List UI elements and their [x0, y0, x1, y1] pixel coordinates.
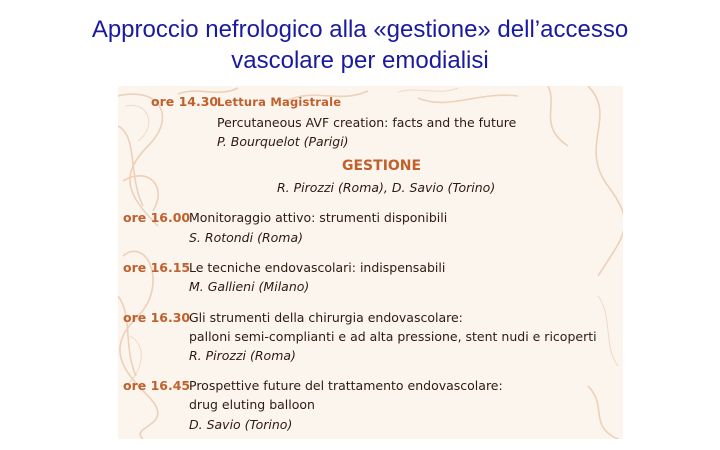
- talk-speaker: S. Rotondi (Roma): [189, 230, 303, 245]
- talk-time: ore 16.15: [123, 260, 191, 275]
- section-chairs: R. Pirozzi (Roma), D. Savio (Torino): [277, 180, 496, 195]
- talk-topic-continued: palloni semi-complianti e ad alta pressione, stent nudi e ricoperti: [189, 329, 597, 344]
- lecture-label: Lettura Magistrale: [217, 95, 342, 109]
- slide-title: [0, 14, 720, 76]
- talk-time: ore 16.00: [123, 210, 191, 225]
- talk-speaker: D. Savio (Torino): [189, 417, 293, 432]
- talk-time: ore 16.45: [123, 378, 191, 393]
- slide-title-line-2: vascolare per emodialisi: [231, 47, 489, 74]
- talk-speaker: M. Gallieni (Milano): [189, 279, 310, 294]
- lecture-speaker: P. Bourquelot (Parigi): [217, 134, 349, 149]
- section-title: GESTIONE: [342, 158, 422, 174]
- slide-title-line-1: Approccio nefrologico alla «gestione» dell’accesso: [91, 16, 629, 43]
- talk-speaker: R. Pirozzi (Roma): [189, 348, 296, 363]
- talk-topic: Monitoraggio attivo: strumenti disponibili: [189, 210, 448, 225]
- talk-time: ore 16.30: [123, 310, 191, 325]
- lecture-topic: Percutaneous AVF creation: facts and the future: [217, 115, 517, 130]
- program-image: [118, 86, 623, 439]
- talk-topic: Le tecniche endovascolari: indispensabili: [189, 260, 446, 275]
- talk-topic: Prospettive future del trattamento endovascolare:: [189, 378, 503, 393]
- talk-topic-continued: drug eluting balloon: [189, 397, 315, 412]
- lecture-time: ore 14.30: [151, 94, 219, 109]
- talk-topic: Gli strumenti della chirurgia endovascolare:: [189, 310, 463, 325]
